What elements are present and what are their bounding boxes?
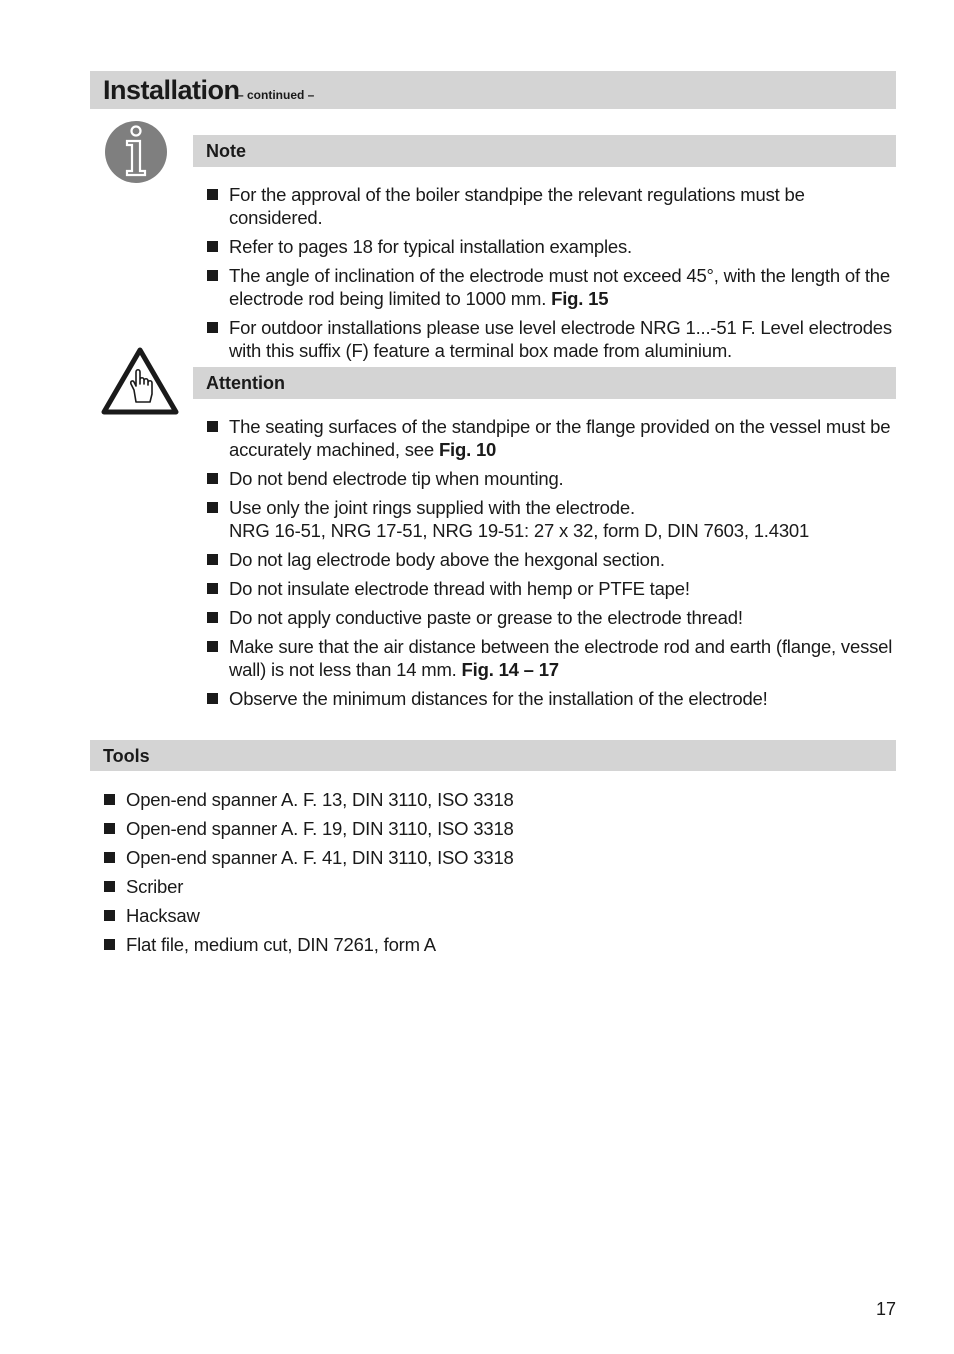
list-item-text: Do not insulate electrode thread with hemp or PTFE tape! — [229, 578, 690, 599]
list-item — [207, 316, 897, 362]
list-item-subline: NRG 16-51, NRG 17-51, NRG 19-51: 27 x 32, form D, DIN 7603, 1.4301 — [229, 520, 810, 541]
list-item-text: Refer to pages 18 for typical installation examples. — [229, 236, 632, 257]
note-heading-label: Note — [206, 141, 246, 161]
list-item-text: For the approval of the boiler standpipe the relevant regulations must be considered. — [229, 184, 805, 228]
list-item-text: Do not bend electrode tip when mounting. — [229, 468, 564, 489]
note-list — [207, 183, 897, 368]
section-header — [90, 71, 896, 109]
list-item-text: Observe the minimum distances for the installation of the electrode! — [229, 688, 768, 709]
list-item — [207, 235, 897, 258]
list-item-text: Scriber — [126, 876, 184, 897]
list-item — [207, 415, 897, 461]
list-item — [207, 264, 897, 310]
tools-heading — [90, 740, 896, 771]
list-item — [104, 817, 804, 840]
tools-heading-label: Tools — [103, 746, 150, 766]
list-item — [207, 635, 897, 681]
list-item-text: Open-end spanner A. F. 13, DIN 3110, ISO 3318 — [126, 789, 514, 810]
figure-reference: Fig. 10 — [438, 439, 497, 460]
list-item — [104, 846, 804, 869]
attention-list — [207, 415, 897, 716]
page-title: Installation — [103, 75, 240, 105]
info-icon — [104, 120, 168, 189]
figure-reference: Fig. 14 – 17 — [461, 659, 559, 680]
list-item-text: Use only the joint rings supplied with the electrode. — [229, 497, 635, 518]
list-item — [207, 577, 897, 600]
note-heading — [193, 135, 896, 167]
page-subtitle: – continued – — [237, 88, 315, 102]
list-item-text: Flat file, medium cut, DIN 7261, form A — [126, 934, 436, 955]
list-item — [207, 467, 897, 490]
warning-hand-icon — [100, 346, 180, 421]
list-item — [207, 496, 897, 542]
list-item — [104, 788, 804, 811]
figure-reference: Fig. 15 — [551, 288, 609, 309]
list-item-text: Make sure that the air distance between the electrode rod and earth (flange, vessel wall) is not less than 14 mm. — [229, 636, 893, 680]
list-item — [104, 904, 804, 927]
attention-heading-label: Attention — [206, 373, 285, 393]
attention-heading — [193, 367, 896, 399]
list-item-text: Hacksaw — [126, 905, 200, 926]
list-item-text: The angle of inclination of the electrode must not exceed 45°, with the length of the electrode rod being limited to 1000 mm. — [229, 265, 890, 309]
page-number: 17 — [875, 1299, 896, 1319]
list-item-text: Do not apply conductive paste or grease to the electrode thread! — [229, 607, 743, 628]
list-item — [207, 548, 897, 571]
list-item — [207, 687, 897, 710]
list-item — [207, 606, 897, 629]
list-item — [207, 183, 897, 229]
list-item — [104, 933, 804, 956]
list-item-text: Open-end spanner A. F. 19, DIN 3110, ISO 3318 — [126, 818, 514, 839]
list-item-text: Do not lag electrode body above the hexgonal section. — [229, 549, 665, 570]
list-item — [104, 875, 804, 898]
list-item-text: Open-end spanner A. F. 41, DIN 3110, ISO 3318 — [126, 847, 514, 868]
list-item-text: For outdoor installations please use level electrode NRG 1...-51 F. Level electrodes with this suffix (F) feature a terminal box made from aluminium. — [229, 317, 892, 361]
list-item-text: The seating surfaces of the standpipe or the flange provided on the vessel must be accurately machined, see — [229, 416, 891, 460]
tools-list — [104, 788, 804, 962]
